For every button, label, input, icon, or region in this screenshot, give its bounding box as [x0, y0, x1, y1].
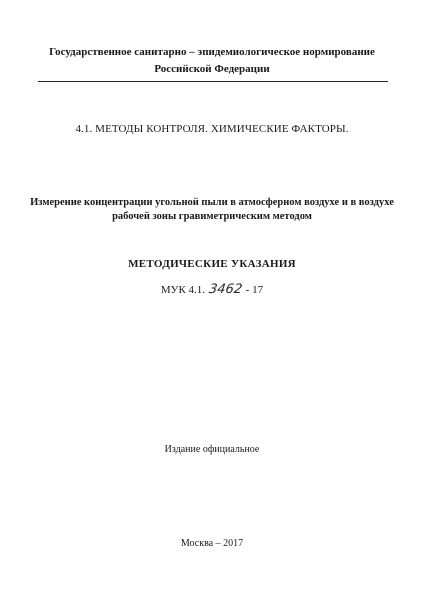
- header-org-line1: Государственное санитарно – эпидемиологическое нормирование: [49, 46, 375, 58]
- header-org-line2: Российской Федерации: [154, 63, 270, 75]
- city-year: Москва – 2017: [180, 538, 244, 549]
- document-type: МЕТОДИЧЕСКИЕ УКАЗАНИЯ: [128, 258, 296, 270]
- edition-label: Издание официальное: [164, 444, 260, 455]
- header-organization: [40, 44, 384, 78]
- document-number-prefix: МУК 4.1.: [160, 284, 206, 296]
- document-number: [40, 282, 384, 297]
- document-number-handwritten: 3462: [207, 282, 243, 297]
- document-title-line2: рабочей зоны гравиметрическим методом: [112, 211, 312, 222]
- section-heading: 4.1. МЕТОДЫ КОНТРОЛЯ. ХИМИЧЕСКИЕ ФАКТОРЫ.: [75, 123, 349, 135]
- header-divider: [38, 81, 388, 82]
- document-title: [28, 196, 396, 224]
- document-number-suffix: - 17: [245, 284, 264, 296]
- document-title-line1: Измерение концентрации угольной пыли в атмосферном воздухе и в воздухе: [30, 197, 394, 208]
